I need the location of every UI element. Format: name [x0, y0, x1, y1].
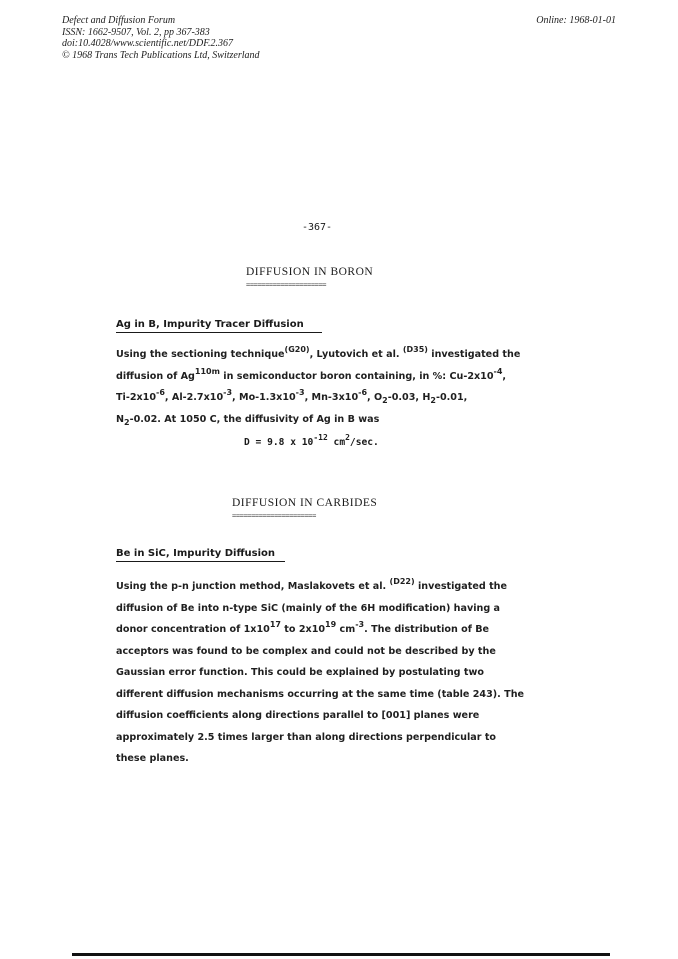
text-line: diffusion of $Ag^{110m}$ in semiconductor boron containing, in %: $Cu-2x10^{-4}$, [116, 366, 507, 382]
page-number: -367- [301, 222, 333, 233]
footer-rule [72, 953, 610, 956]
text-line: donor concentration of $1x10^{17}$ to $2x10^{19}$ $cm^{-3}$. The distribution of Be [116, 620, 490, 635]
subheading-underline [116, 332, 322, 333]
section-rule-boron: ===================== [246, 281, 327, 289]
text-line: diffusion coefficients along directions parallel to [001] planes were [116, 710, 480, 721]
text-line: these planes. [116, 753, 189, 764]
text-line: different diffusion mechanisms occurring at the same time (table 243). The [116, 688, 525, 700]
subheading-be-in-sic: Be in SiC, Impurity Diffusion [116, 548, 276, 559]
section-rule-carbides: ====================== [232, 512, 316, 520]
text-line: approximately 2.5 times larger than along directions perpendicular to [116, 731, 497, 743]
subheading-ag-in-b: Ag in B, Impurity Tracer Diffusion [116, 319, 304, 330]
section-title-boron: DIFFUSION IN BORON [246, 266, 374, 278]
paragraph-ag-in-b [116, 344, 556, 430]
journal-issn: ISSN: 1662-9507, Vol. 2, pp 367-383 [62, 26, 210, 38]
text-line: Using the p-n junction method, Maslakovets et al. $^{(D22)}$ investigated the [116, 577, 507, 592]
subheading-underline [116, 561, 285, 562]
text-line: diffusion of Be into n-type SiC (mainly of the 6H modification) having a [116, 602, 501, 614]
journal-title: Defect and Diffusion Forum [62, 15, 176, 26]
text-line: $Ti-2x10^{-6}$, $Al-2.7x10^{-3}$, $Mo-1.3x10^{-3}$, $Mn-3x10^{-6}$, $O_2-0.03$, $H_2-0.01$, [116, 388, 468, 405]
text-line: $N_2-0.02$. At 1050 C, the diffusivity of Ag in B was [116, 413, 380, 427]
text-line: Using the sectioning technique$^{(G20)}$, Lyutovich et al. $^{(D35)}$ investigated the [116, 345, 521, 360]
journal-header [62, 15, 260, 61]
journal-copyright: © 1968 Trans Tech Publications Ltd, Switzerland [62, 49, 260, 61]
text-line: acceptors was found to be complex and could not be described by the [116, 645, 496, 657]
paragraph-be-in-sic [116, 576, 556, 770]
diffusivity-equation: D = 9.8 x $10^{-12}$ $cm^2/\sec$. [244, 433, 379, 448]
journal-doi[interactable]: doi:10.4028/www.scientific.net/DDF.2.367 [62, 38, 234, 49]
text-line: Gaussian error function. This could be explained by postulating two [116, 667, 484, 678]
section-title-carbides: DIFFUSION IN CARBIDES [232, 497, 378, 509]
online-date: Online: 1968-01-01 [536, 15, 616, 26]
